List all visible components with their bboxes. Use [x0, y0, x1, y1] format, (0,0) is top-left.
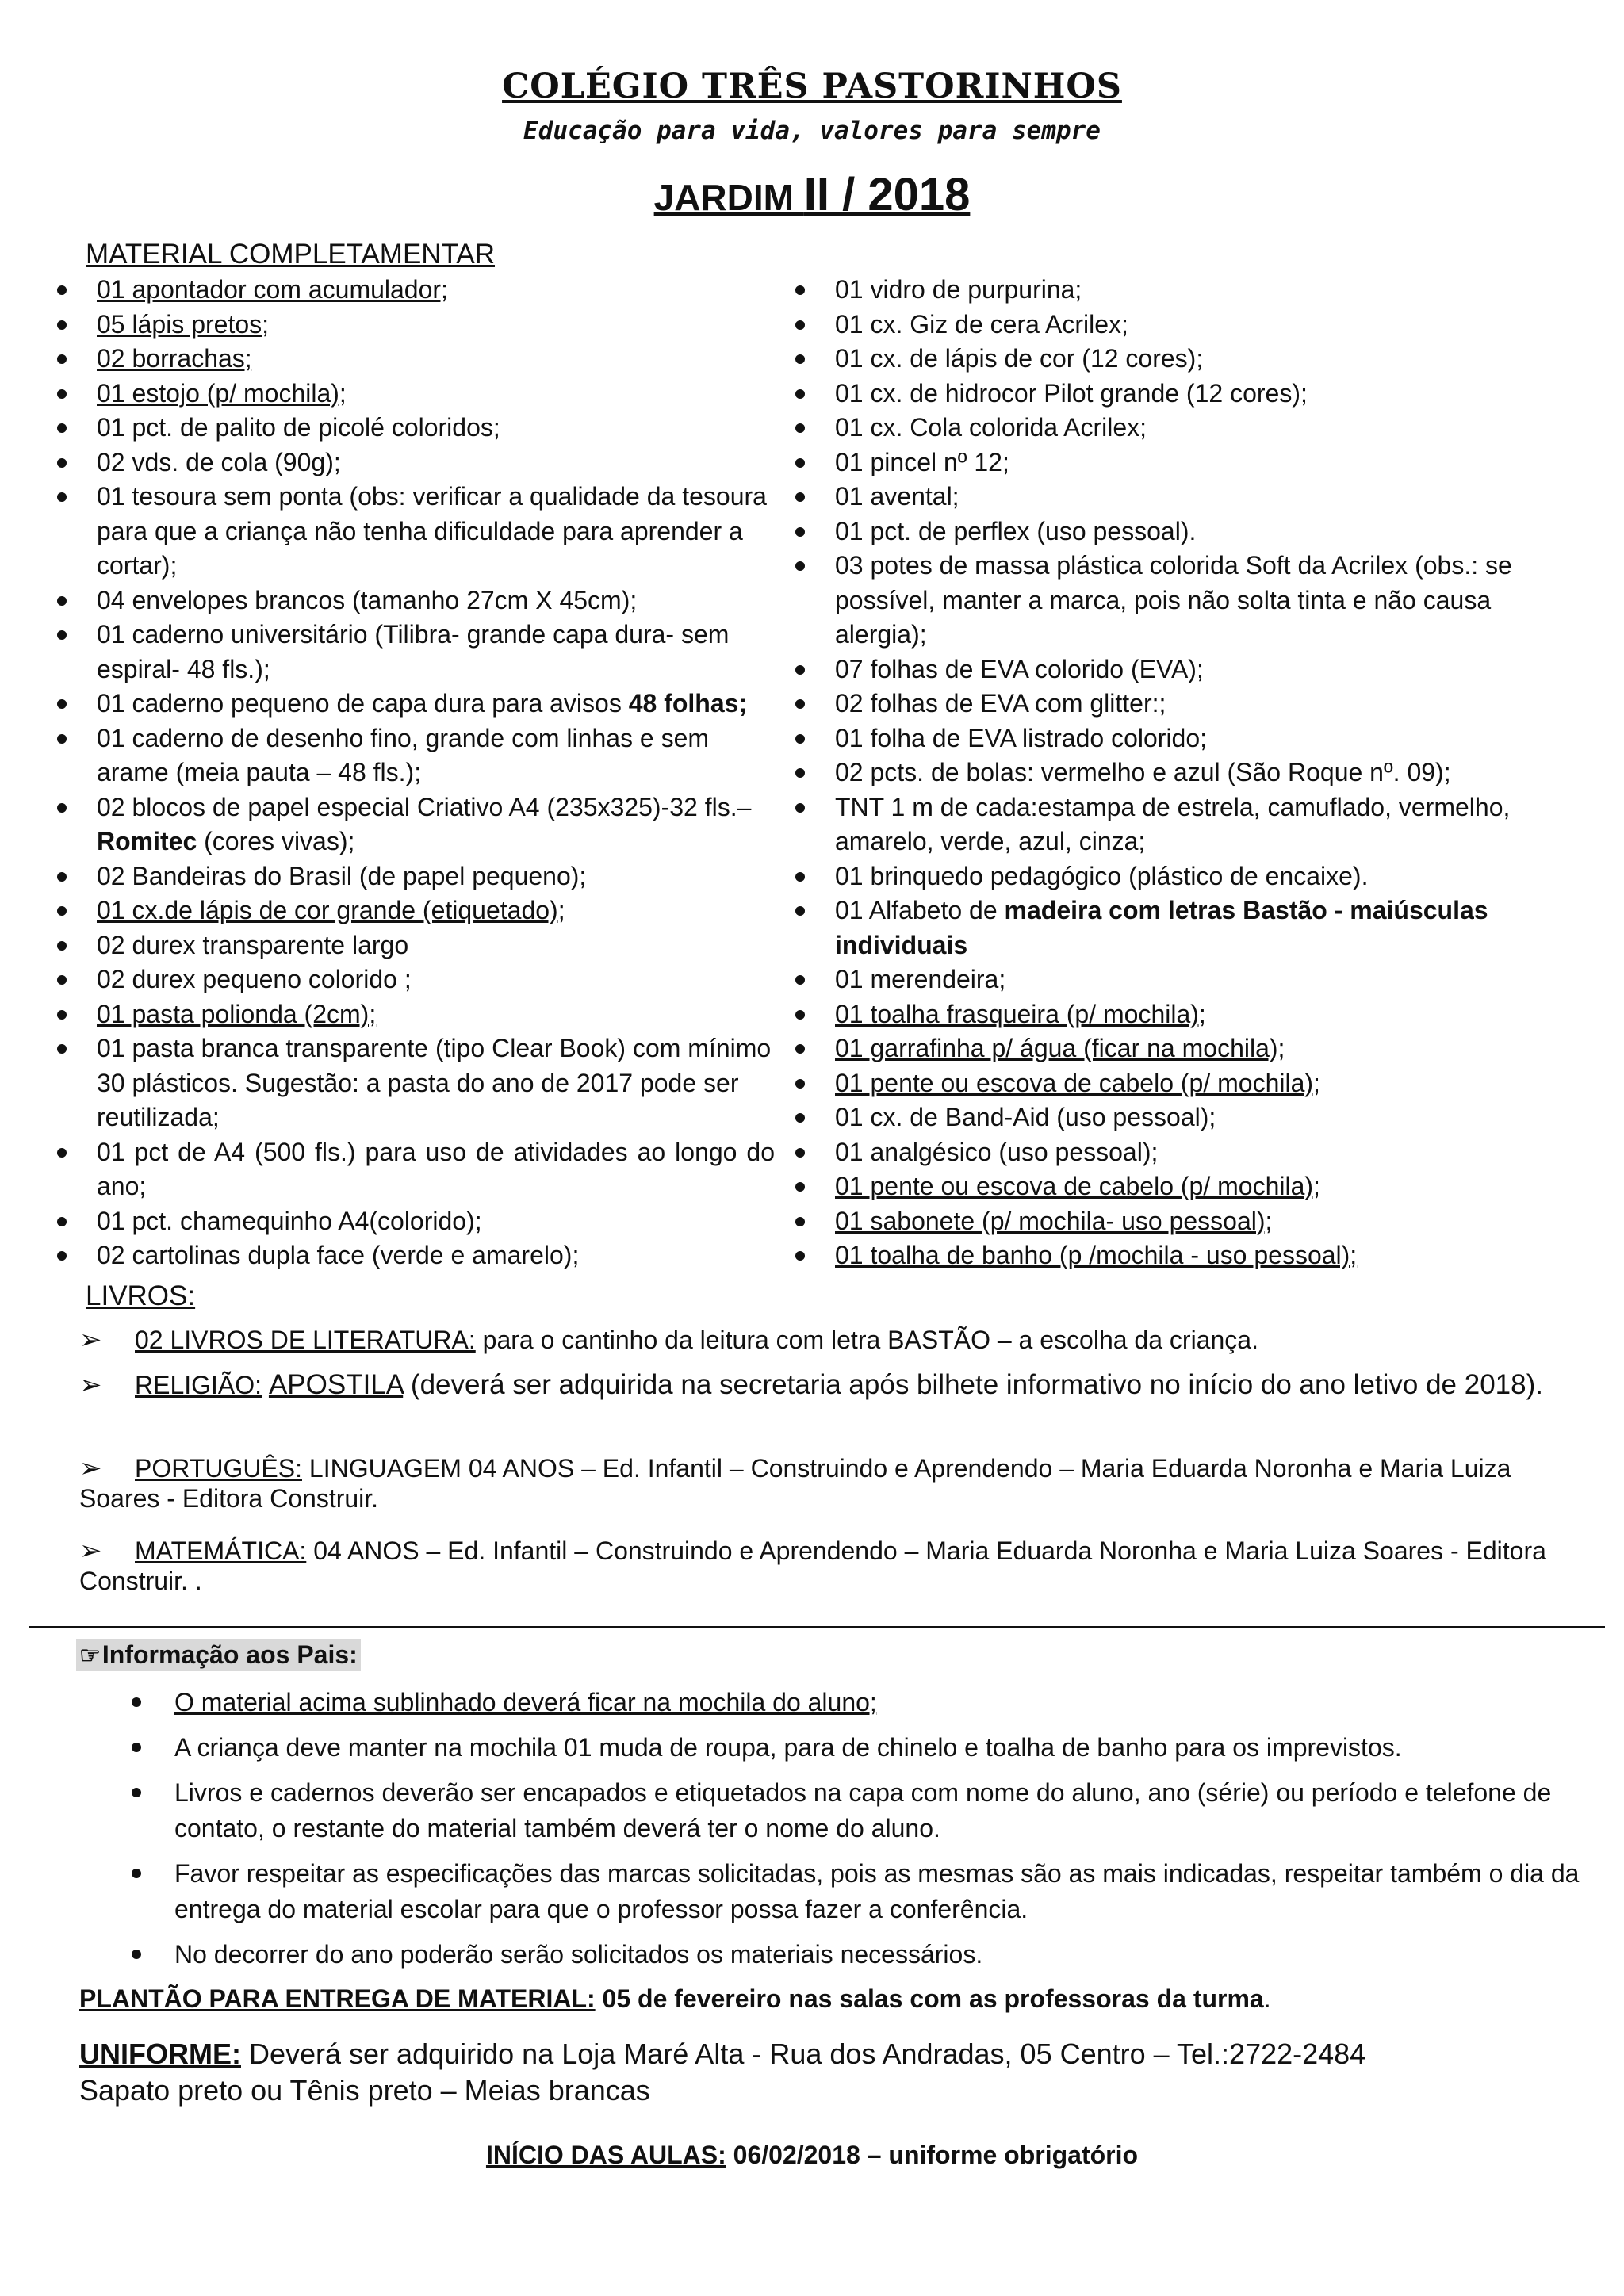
book-religion: ➢ RELIGIÃO: APOSTILA (deverá ser adquirida na secretaria após bilhete informativo no início do ano letivo de 2018).	[79, 1369, 1543, 1400]
list-item: O material acima sublinhado deverá ficar na mochila do aluno;	[128, 1685, 1588, 1720]
book-literature: ➢ 02 LIVROS DE LITERATURA: para o cantinho da leitura com letra BASTÃO – a escolha da criança.	[79, 1325, 1258, 1355]
list-item: 01 caderno de desenho fino, grande com linhas e sem arame (meia pauta – 48 fls.);	[57, 721, 775, 790]
pointing-hand-icon: ☞	[79, 1643, 101, 1669]
classes-start: INÍCIO DAS AULAS: 06/02/2018 – uniforme obrigatório	[485, 2141, 1139, 2169]
school-motto: Educação para vida, valores para sempre	[523, 117, 1101, 145]
list-item: 01 caderno pequeno de capa dura para avisos 48 folhas;	[57, 687, 775, 721]
list-item: 01 cx. de hidrocor Pilot grande (12 cores);	[795, 377, 1588, 411]
arrow-icon: ➢	[79, 1536, 102, 1566]
book-math: ➢ MATEMÁTICA: 04 ANOS – Ed. Infantil – Construindo e Aprendendo – Maria Eduarda Noronha e Maria Luiza Soares - Editora Construir. .	[79, 1536, 1546, 1595]
info-list	[128, 1685, 1588, 1982]
arrow-icon: ➢	[79, 1453, 102, 1483]
list-item: 02 pcts. de bolas: vermelho e azul (São Roque nº. 09);	[795, 756, 1588, 790]
class-prefix: JARDIM	[653, 177, 804, 218]
delivery-notice: PLANTÃO PARA ENTREGA DE MATERIAL: 05 de fevereiro nas salas com as professoras da turma.	[79, 1984, 1271, 2013]
list-item: 01 analgésico (uso pessoal);	[795, 1135, 1588, 1170]
list-item: 01 toalha frasqueira (p/ mochila);	[795, 997, 1588, 1032]
class-level: II	[803, 169, 829, 220]
list-item: 07 folhas de EVA colorido (EVA);	[795, 652, 1588, 687]
arrow-icon: ➢	[79, 1325, 102, 1355]
list-item: 01 estojo (p/ mochila);	[57, 377, 775, 411]
list-item: 01 cx. de Band-Aid (uso pessoal);	[795, 1100, 1588, 1135]
list-item: 05 lápis pretos;	[57, 308, 775, 342]
list-item: 01 pente ou escova de cabelo (p/ mochila);	[795, 1169, 1588, 1204]
list-item: 03 potes de massa plástica colorida Soft da Acrilex (obs.: se possível, manter a marca, pois não solta tinta e não causa alergia);	[795, 549, 1588, 652]
list-item: 01 pct. de perflex (uso pessoal).	[795, 515, 1588, 549]
list-item: Favor respeitar as especificações das marcas solicitadas, pois as mesmas são as mais indicadas, respeitar também o dia da entrega do material escolar para que o professor possa fazer a conferência.	[128, 1856, 1588, 1927]
class-year: / 2018	[829, 169, 971, 220]
list-item: 02 blocos de papel especial Criativo A4 (235x325)-32 fls.– Romitec (cores vivas);	[57, 790, 775, 859]
arrow-icon: ➢	[79, 1370, 102, 1400]
list-item: 02 folhas de EVA com glitter:;	[795, 687, 1588, 721]
list-item: 04 envelopes brancos (tamanho 27cm X 45cm);	[57, 584, 775, 618]
book-portuguese: ➢ PORTUGUÊS: LINGUAGEM 04 ANOS – Ed. Infantil – Construindo e Aprendendo – Maria Eduarda Noronha e Maria Luiza Soares - Editora Construir.	[79, 1453, 1511, 1513]
list-item: 01 vidro de purpurina;	[795, 273, 1588, 308]
list-item: 02 durex transparente largo	[57, 928, 775, 963]
list-item: 02 Bandeiras do Brasil (de papel pequeno);	[57, 859, 775, 894]
list-item: 01 folha de EVA listrado colorido;	[795, 721, 1588, 756]
material-label: MATERIAL COMPLETAMENTAR	[86, 239, 495, 270]
list-item: 01 pct. chamequinho A4(colorido);	[57, 1204, 775, 1239]
material-list-left	[57, 273, 775, 1273]
list-item: TNT 1 m de cada:estampa de estrela, camuflado, vermelho, amarelo, verde, azul, cinza;	[795, 790, 1588, 859]
list-item: 01 apontador com acumulador;	[57, 273, 775, 308]
list-item: 01 avental;	[795, 480, 1588, 515]
list-item: 01 brinquedo pedagógico (plástico de encaixe).	[795, 859, 1588, 894]
list-item: 01 merendeira;	[795, 962, 1588, 997]
list-item: 01 tesoura sem ponta (obs: verificar a qualidade da tesoura para que a criança não tenha dificuldade para aprender a cortar);	[57, 480, 775, 584]
list-item: 01 Alfabeto de madeira com letras Bastão - maiúsculas individuais	[795, 894, 1588, 962]
list-item: 01 pasta branca transparente (tipo Clear Book) com mínimo 30 plásticos. Sugestão: a pasta do ano de 2017 pode ser reutilizada;	[57, 1031, 775, 1135]
list-item: 01 pasta polionda (2cm);	[57, 997, 775, 1032]
list-item: 01 pct. de palito de picolé coloridos;	[57, 411, 775, 446]
list-item: 01 garrafinha p/ água (ficar na mochila);	[795, 1031, 1588, 1066]
list-item: 01 pct de A4 (500 fls.) para uso de atividades ao longo do ano;	[57, 1135, 775, 1204]
list-item: Livros e cadernos deverão ser encapados e etiquetados na capa com nome do aluno, ano (série) ou período e telefone de contato, o restante do material também deverá ter o nome do aluno.	[128, 1775, 1588, 1846]
list-item: 01 cx. de lápis de cor (12 cores);	[795, 342, 1588, 377]
list-item: 02 cartolinas dupla face (verde e amarelo);	[57, 1238, 775, 1273]
list-item: 01 cx. Cola colorida Acrilex;	[795, 411, 1588, 446]
list-item: A criança deve manter na mochila 01 muda de roupa, para de chinelo e toalha de banho para os imprevistos.	[128, 1730, 1588, 1766]
info-heading: ☞Informação aos Pais:	[76, 1639, 361, 1671]
divider	[29, 1626, 1605, 1628]
list-item: 01 caderno universitário (Tilibra- grande capa dura- sem espiral- 48 fls.);	[57, 618, 775, 687]
books-label: LIVROS:	[86, 1280, 196, 1311]
list-item: 01 toalha de banho (p /mochila - uso pessoal);	[795, 1238, 1588, 1273]
class-title	[0, 168, 1624, 221]
list-item: 01 sabonete (p/ mochila- uso pessoal);	[795, 1204, 1588, 1239]
list-item: 01 pente ou escova de cabelo (p/ mochila);	[795, 1066, 1588, 1101]
school-name: COLÉGIO TRÊS PASTORINHOS	[502, 67, 1122, 106]
material-list-right	[795, 273, 1588, 1273]
uniform-notice: UNIFORME: Deverá ser adquirido na Loja Maré Alta - Rua dos Andradas, 05 Centro – Tel.:2722-2484 Sapato preto ou Tênis preto – Meias brancas	[79, 2038, 1366, 2107]
list-item: 02 borrachas;	[57, 342, 775, 377]
list-item: No decorrer do ano poderão serão solicitados os materiais necessários.	[128, 1937, 1588, 1973]
list-item: 02 vds. de cola (90g);	[57, 446, 775, 480]
list-item: 01 cx. Giz de cera Acrilex;	[795, 308, 1588, 342]
list-item: 01 cx.de lápis de cor grande (etiquetado);	[57, 894, 775, 928]
list-item: 01 pincel nº 12;	[795, 446, 1588, 480]
list-item: 02 durex pequeno colorido ;	[57, 962, 775, 997]
